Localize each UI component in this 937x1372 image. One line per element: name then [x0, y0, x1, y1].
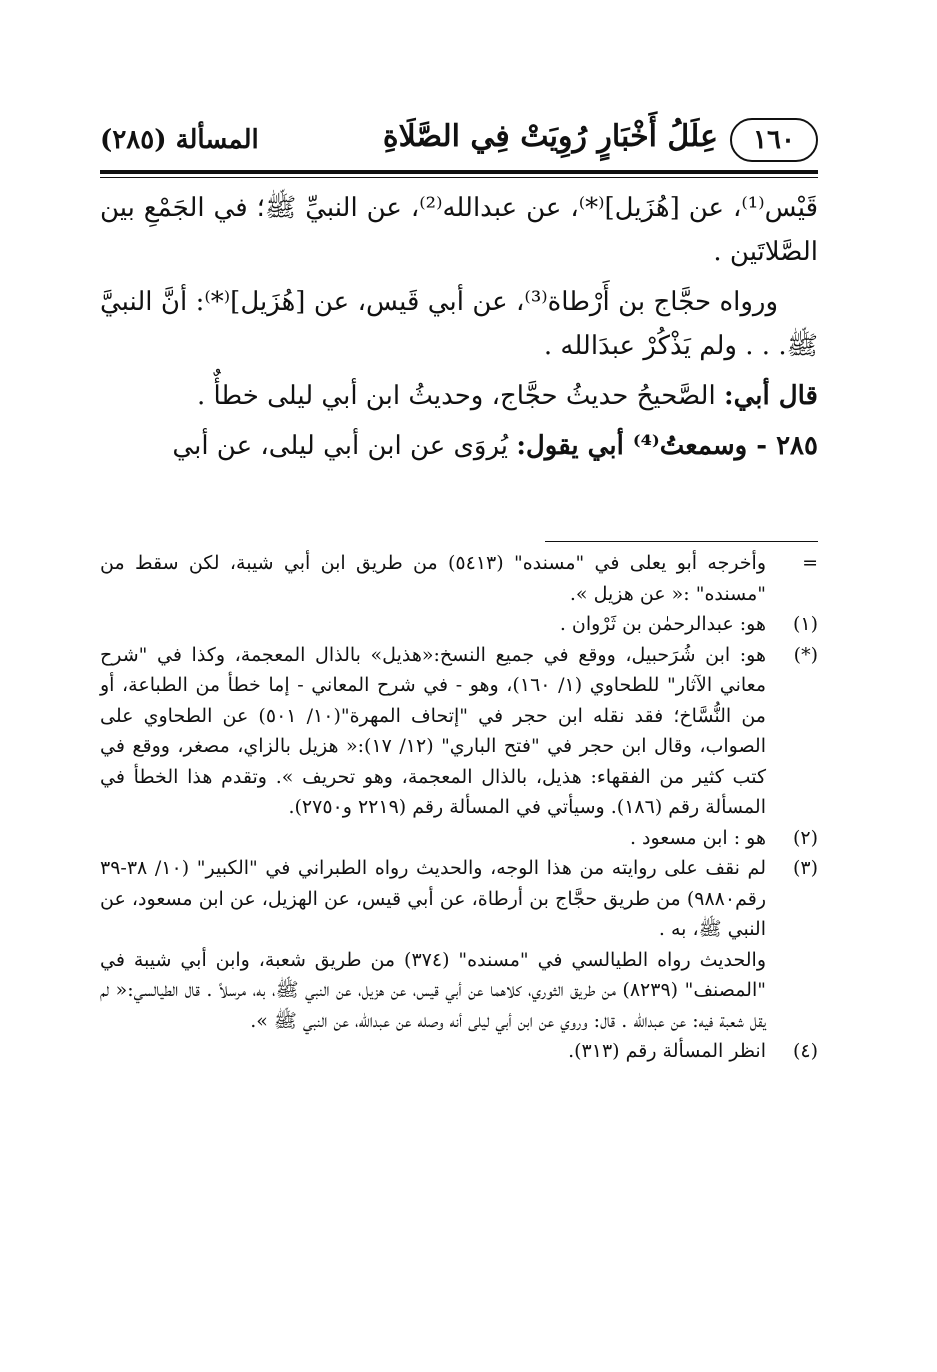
footnote-mark: (*) [793, 643, 818, 666]
paragraph-2: ورواه حجَّاج بن أَرْطاة⁽³⁾، عن أبي قَيس، عن [هُزَيل]⁽*⁾: أنَّ النبيَّ ﷺ. . . ولم يَذْكُرْ عبدَالله . [100, 287, 818, 361]
paragraph-4-text: يُروَى عن ابن أبي ليلى، عن أبي [172, 431, 517, 461]
page-header [100, 112, 818, 168]
footnotes [100, 548, 818, 1067]
footnote-text: هو: ابن شُرَحبيل، ووقع في جميع النسخ:«هذيل» بالذال المعجمة، وكذا في "شرح معاني الآثار" للطحاوي (١/ ١٦٠)، وهو - في شرح المعاني - إما خطأ من الطباعة، أو من النُّسَّاخ؛ فقد نقله ابن حجر في "إتحاف المهرة"(١٠/ ٥٠١) عن الطحاوي على الصواب، وقال ابن حجر في "فتح الباري" (١٢/ ١٧):« هزيل بالزاي، مصغر، ووقع في كتب كثير من الفقهاء: هذيل، بالذال المعجمة، وهو تحريف ». وتقدم هذا الخطأ في المسألة رقم (١٨٦). وسيأتي في المسألة رقم (٢٢١٩ و٢٧٥٠). [100, 643, 767, 818]
footnote-text: وأخرجه أبو يعلى في "مسنده" (٥٤١٣) من طريق ابن أبي شيبة، لكن سقط من "مسنده" :« عن هزيل ». [100, 552, 767, 605]
paragraph-3 [100, 374, 818, 418]
footnote-mark: (٣) [792, 857, 818, 879]
paragraph-3-lead: قال أبي: [723, 381, 818, 411]
footnote-text: هو: عبدالرحمٰن بن ثَرْوان . [559, 613, 766, 635]
footnote-mark: (٢) [792, 826, 818, 849]
footnote-3 [100, 853, 818, 945]
footnote-text: والحديث رواه الطيالسي في "مسنده" (٣٧٤) من طريق شعبة، وابن أبي شيبة في "المصنف" (٨٢٣٩) من طريق الثوري، كلاهما عن أبي قيس، عن هزيل، عن النبي ﷺ، به، مرسلاً . قال الطيالسي:« لم يقل شعبة فيه: عن عبدالله . قال: وروي عن ابن أبي ليلى أنه وصله عن عبدالله، عن النبي ﷺ ». [100, 948, 766, 1032]
header-rule-thick [100, 170, 818, 174]
main-text [100, 186, 818, 474]
paragraph-1: قَيْس⁽¹⁾، عن [هُزَيل]⁽*⁾، عن عبدالله⁽²⁾، عن النبيِّ ﷺ؛ في الجَمْعِ بين الصَّلاتَين . [100, 193, 818, 267]
paragraph-3-text: الصَّحيحُ حديثُ حجَّاج، وحديثُ ابن أبي ليلى خطأٌ . [196, 381, 724, 411]
footnote-mark: (٤) [792, 1040, 818, 1062]
issue-label: المسألة (٢٨٥) [100, 125, 259, 155]
footnote-mark: = [802, 552, 818, 574]
footnote-text: انظر المسألة رقم (٣١٣). [568, 1040, 766, 1062]
paragraph-4 [100, 424, 818, 468]
header-rule-thin [100, 177, 818, 178]
paragraph-4-lead: ٢٨٥ - وسمعتُ⁽⁴⁾ أبي يقول: [516, 431, 818, 461]
footnote-star [100, 640, 818, 823]
page-number: ١٦٠ [730, 118, 818, 162]
footnote-4 [100, 1036, 818, 1067]
footnote-2 [100, 823, 818, 854]
footnote-separator [545, 541, 818, 542]
footnote-continued [100, 548, 818, 609]
footnote-3-continued [100, 945, 818, 1037]
footnote-text: لم نقف على روايته من هذا الوجه، والحديث رواه الطبراني في "الكبير" (١٠/ ٣٨-٣٩ رقم٩٨٨٠) من طريق حجَّاج بن أرطاة، عن أبي قيس، عن الهزيل، عن ابن مسعود، عن النبي ﷺ، به . [100, 857, 766, 940]
footnote-mark: (١) [792, 613, 818, 635]
book-title: عِلَلُ أَخْبَارٍ رُوِيَتْ فِي الصَّلَاةِ [382, 119, 718, 154]
footnote-text: هو : ابن مسعود . [629, 826, 766, 849]
footnote-1 [100, 609, 818, 640]
